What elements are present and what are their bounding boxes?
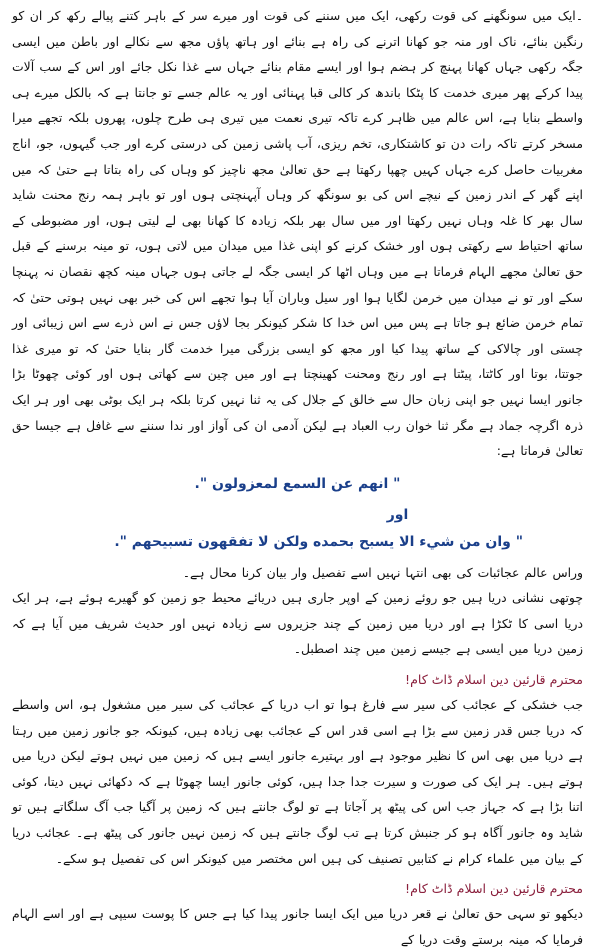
quran-quote-1: " انهم عن السمع لمعزولون ". [194,475,401,492]
paragraph-wonders: وراس عالم عجائبات کی بھی انتہا نہیں اسے تفصیل وار بیان کرنا محال ہے۔ [182,564,583,580]
paragraph-sea-wonders: جب خشکی کے عجائب کی سیر سے فارغ ہوا تو اب دریا کے عجائب کی سیر میں مشغول ہو، اس واسطے کہ دریا جس قدر زمین سے بڑا ہے اسی قدر اس کے عجائب بھی زیادہ ہیں، کیونکہ جو جانور زمین میں رہتا ہے دریا میں بھی اس کا نظیر موجود ہے اور بہتیرے جانور ایسے ہیں کہ زمین میں نہیں ہوتے لیکن دریا میں ہوتے ہیں۔ ہر ایک کی صورت و سیرت جدا جدا ہیں، کوئی جانور ایسا چھوٹا ہے کہ دکھائی نہیں دیتا، کوئی اتنا بڑا ہے کہ جہاز جب اس کی پیٹھ پر آجاتا ہے تو لوگ جانتے ہیں کہ زمین پر آگیا جب آگ سلگاتے ہیں تو شاید وہ جانور آگاہ ہو کر جنبش کرتا ہے تب لوگ جانتے ہیں کہ زمین نہیں جانور کی پیٹھ ہے۔ عجائب دریا کے بیان میں علماء کرام نے کتابیں تصنیف کی ہیں اس مختصر میں کیونکر اس کی تفصیل ہو سکے۔ [12,697,583,866]
paragraph-fourth-sign: چوتھی نشانی دریا ہیں جو روئے زمین کے اوپر جاری ہیں دریائے محیط جو زمین کو گھیرے ہوئے ہے، ہر ایک دریا اسی کا ٹکڑا ہے اور دریا میں زمین کے چند جزیروں سے زیادہ نہیں اور حدیث شریف میں آیا ہے کہ زمین دریا میں ایسی ہے جیسے زمین میں چند اصطبل۔ [12,590,583,657]
section-heading-1: محترم قارئین دین اسلام ڈاٹ کام! [405,672,583,688]
quran-quote-2: " وان من شيء الا يسبح بحمده ولكن لا تفقهون تسبيحهم ". [114,533,523,550]
paragraph-shell-creature: دیکھو تو سہی حق تعالیٰ نے قعر دریا میں ایک ایسا جانور پیدا کیا ہے جس کا پوست سیپی ہے اور اسے الہام فرمایا کہ مینہ برستے وقت دریا کے [12,906,583,947]
section-heading-2: محترم قارئین دین اسلام ڈاٹ کام! [405,881,583,897]
connector-word: اور [386,506,409,523]
paragraph-ant-speech: ۔ایک میں سونگھنے کی قوت رکھی، ایک میں سننے کی قوت اور میرے سر کے باہر کتنے پیالے رکھ کر ان کو رنگین بنائے، ناک اور منہ جو کھانا اترنے کی راہ ہے بنائے اور ہاتھ پاؤں مجھ سے نکالے اور باطن میں ایسی جگہ رکھی جہاں کھانا پہنچ کر ہضم ہوا اور ایسے مقام بنائے جہاں سے غذا نکل جائے اور اس کے سب آلات پیدا کرکے پھر میری خدمت کا پٹکا باندھ کر کالی قبا پہنائی اور یہ عالم جسے تو جانتا ہے کہ بالکل میرے ہی واسطے بنایا ہے، اس عالم میں ظاہر کرے تاکہ تیری نعمت میں تیری ہی طرح چلوں، پھروں بلکہ تجھے میرا مسخر کرتے تاکہ رات دن تو کاشتکاری، تخم ریزی، آب پاشی زمین کی درستی کرے اور جب گیہوں، جو، اناج مغربیات حاصل کرے جہاں کہیں چھپا رکھتا ہے حق تعالیٰ مجھ ناچیز کو وہاں کی راہ بتاتا ہے حتیٰ کہ میں اپنے گھر کے اندر زمین کے نیچے اس کی بو سونگھ کر وہاں آپہنچتی ہوں اور تو باہر ہمہ رنج محنت شاید سال بھر کا غلہ وہاں نہیں رکھتا اور میں سال بھر بلکہ زیادہ کا کھانا بھی لے لیتی ہوں، اور مضبوطی کے ساتھ احتیاط سے رکھتی ہوں اور خشک کرنے کو اپنی غذا میں میدان میں لاتی ہوں، تو مینہ برسنے کے قبل حق تعالیٰ مجھے الہام فرماتا ہے میں وہاں اٹھا کر ایسی جگہ لے جاتی ہوں جہاں مینہ کچھ نقصان نہ پہنچا سکے اور تو نے میدان میں خرمن لگایا ہوا اور سیل وباران آیا ہوا تجھے اس کی خبر بھی نہیں ہوتی حتیٰ کہ تمام خرمن ضائع ہو جاتا ہے پس میں اس خدا کا شکر کیونکر بجا لاؤں جس نے اس ذرے سے اس زیبائی اور چستی اور چالاکی کے ساتھ پیدا کیا اور مجھ کو ایسی بزرگی میرا خدمت گار بنایا حتیٰ کہ تو میری غذا جوتتا، بوتا اور کاٹتا، پیٹتا ہے اور رنج ومحنت کھینچتا ہے اور میں چین سے کھاتی ہوں اور کوئی چھوٹا بڑا جانور ایسا نہیں جو اپنی زبان حال سے خالق کے جلال کی یہ ثنا نہیں کرتا بلکہ ہر ایک بوٹی بھی اور ہر ایک ذرہ اگرچہ جماد ہے مگر ثنا خوان رب العباد ہے لیکن آدمی ان کی آواز اور ندا سننے سے غافل ہے جیسا حق تعالیٰ فرماتا ہے: [12,8,583,459]
